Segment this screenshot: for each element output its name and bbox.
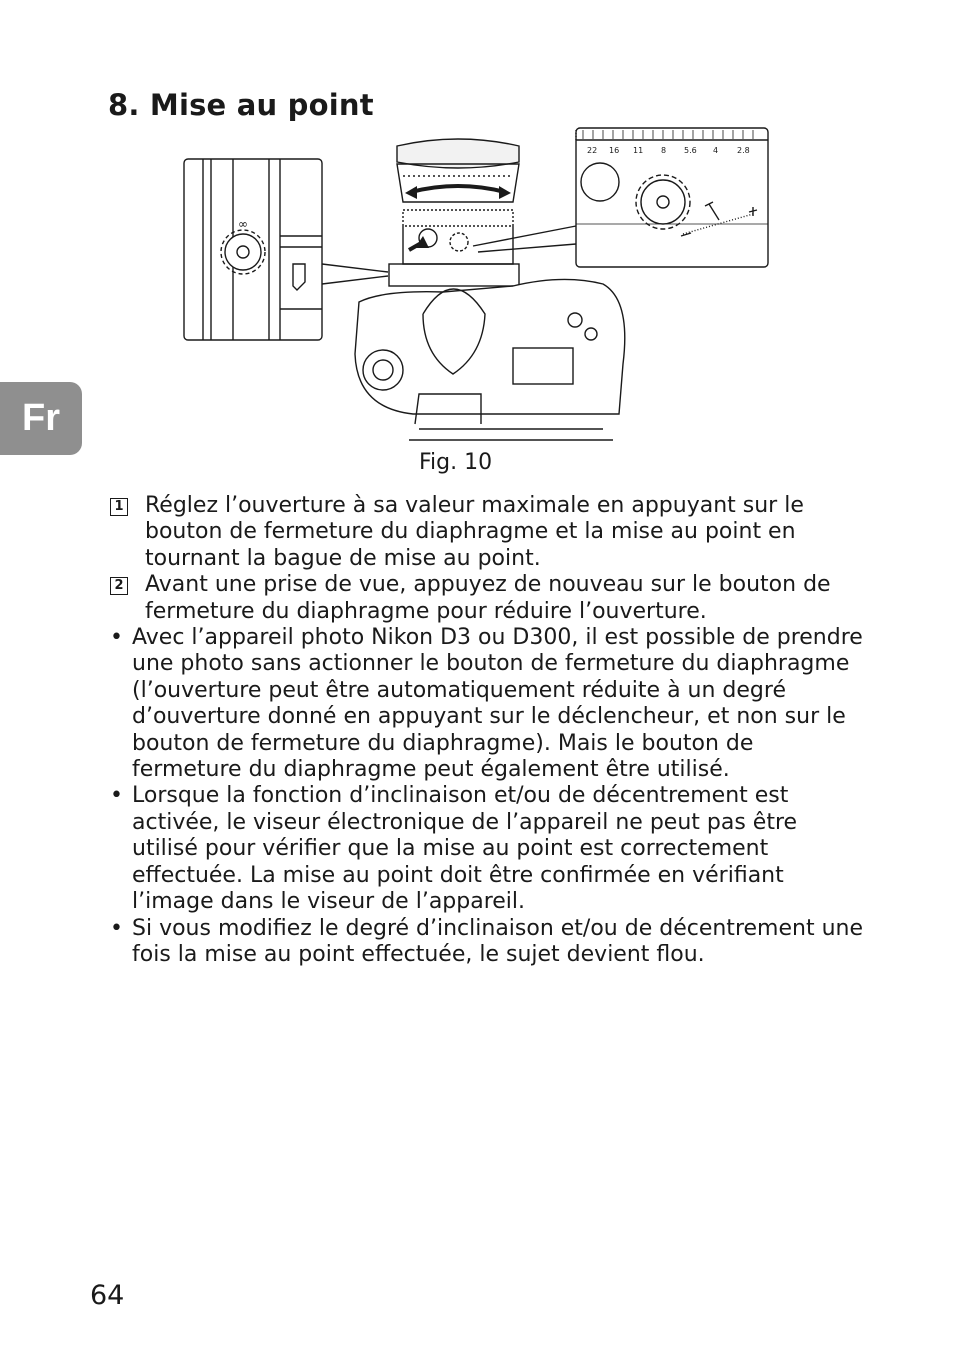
bullet-item	[108, 916, 868, 969]
focus-knob-right	[636, 175, 690, 229]
preview-button	[581, 163, 619, 201]
camera-body	[355, 279, 625, 440]
step-text: Avant une prise de vue, appuyez de nouveau sur le bouton de fermeture du diaphragme pour réduire l’ouverture.	[145, 572, 831, 624]
section-title: 8. Mise au point	[108, 88, 374, 122]
step-number-box: 2	[110, 577, 128, 595]
rotation-arrow	[411, 186, 505, 192]
bullet-text: Avec l’appareil photo Nikon D3 ou D300, il est possible de prendre une photo sans actionner le bouton de fermeture du diaphragme (l’ouverture peut être automatiquement réduite à un degré d’ouverture donné en appuyant sur le déclencheur, et non sur le bouton de fermeture du diaphragme). Mais le bouton de fermeture du diaphragme peut également être utilisé.	[132, 625, 863, 783]
aperture-value: 16	[609, 146, 620, 155]
bullet-item	[108, 783, 868, 915]
instructions	[108, 493, 868, 968]
bullet-icon: •	[110, 625, 123, 651]
svg-text:∞: ∞	[238, 217, 248, 231]
bullet-icon: •	[110, 783, 123, 809]
bullet-text: Lorsque la fonction d’inclinaison et/ou de décentrement est activée, le viseur électronique de l’appareil ne peut pas être utilisé pour vérifier que la mise au point est correctement effectuée. La mise au point doit être confirmée en vérifiant l’image dans le viseur de l’appareil.	[132, 783, 798, 915]
focus-knob-left	[221, 230, 265, 274]
aperture-value: 22	[587, 146, 598, 155]
aperture-value: 5.6	[684, 146, 697, 155]
bullet-item	[108, 625, 868, 783]
aperture-scale	[587, 146, 750, 155]
figure-lens-illustration	[183, 124, 773, 444]
aperture-value: 4	[713, 146, 719, 155]
figure-caption: Fig. 10	[419, 450, 493, 475]
step-text: Réglez l’ouverture à sa valeur maximale en appuyant sur le bouton de fermeture du diaphragme et la mise au point en tournant la bague de mise au point.	[145, 493, 804, 571]
bullet-icon: •	[110, 915, 123, 941]
step-item	[108, 572, 868, 625]
bullet-text: Si vous modifiez le degré d’inclinaison et/ou de décentrement une fois la mise au point effectuée, le sujet devient flou.	[132, 915, 863, 967]
aperture-value: 11	[633, 146, 644, 155]
lens-body	[389, 139, 519, 286]
aperture-value: 8	[661, 146, 667, 155]
language-tab: Fr	[0, 382, 82, 455]
step-number-box: 1	[110, 498, 128, 516]
page-number: 64	[90, 1280, 125, 1311]
aperture-value: 2.8	[737, 146, 750, 155]
step-item	[108, 493, 868, 572]
